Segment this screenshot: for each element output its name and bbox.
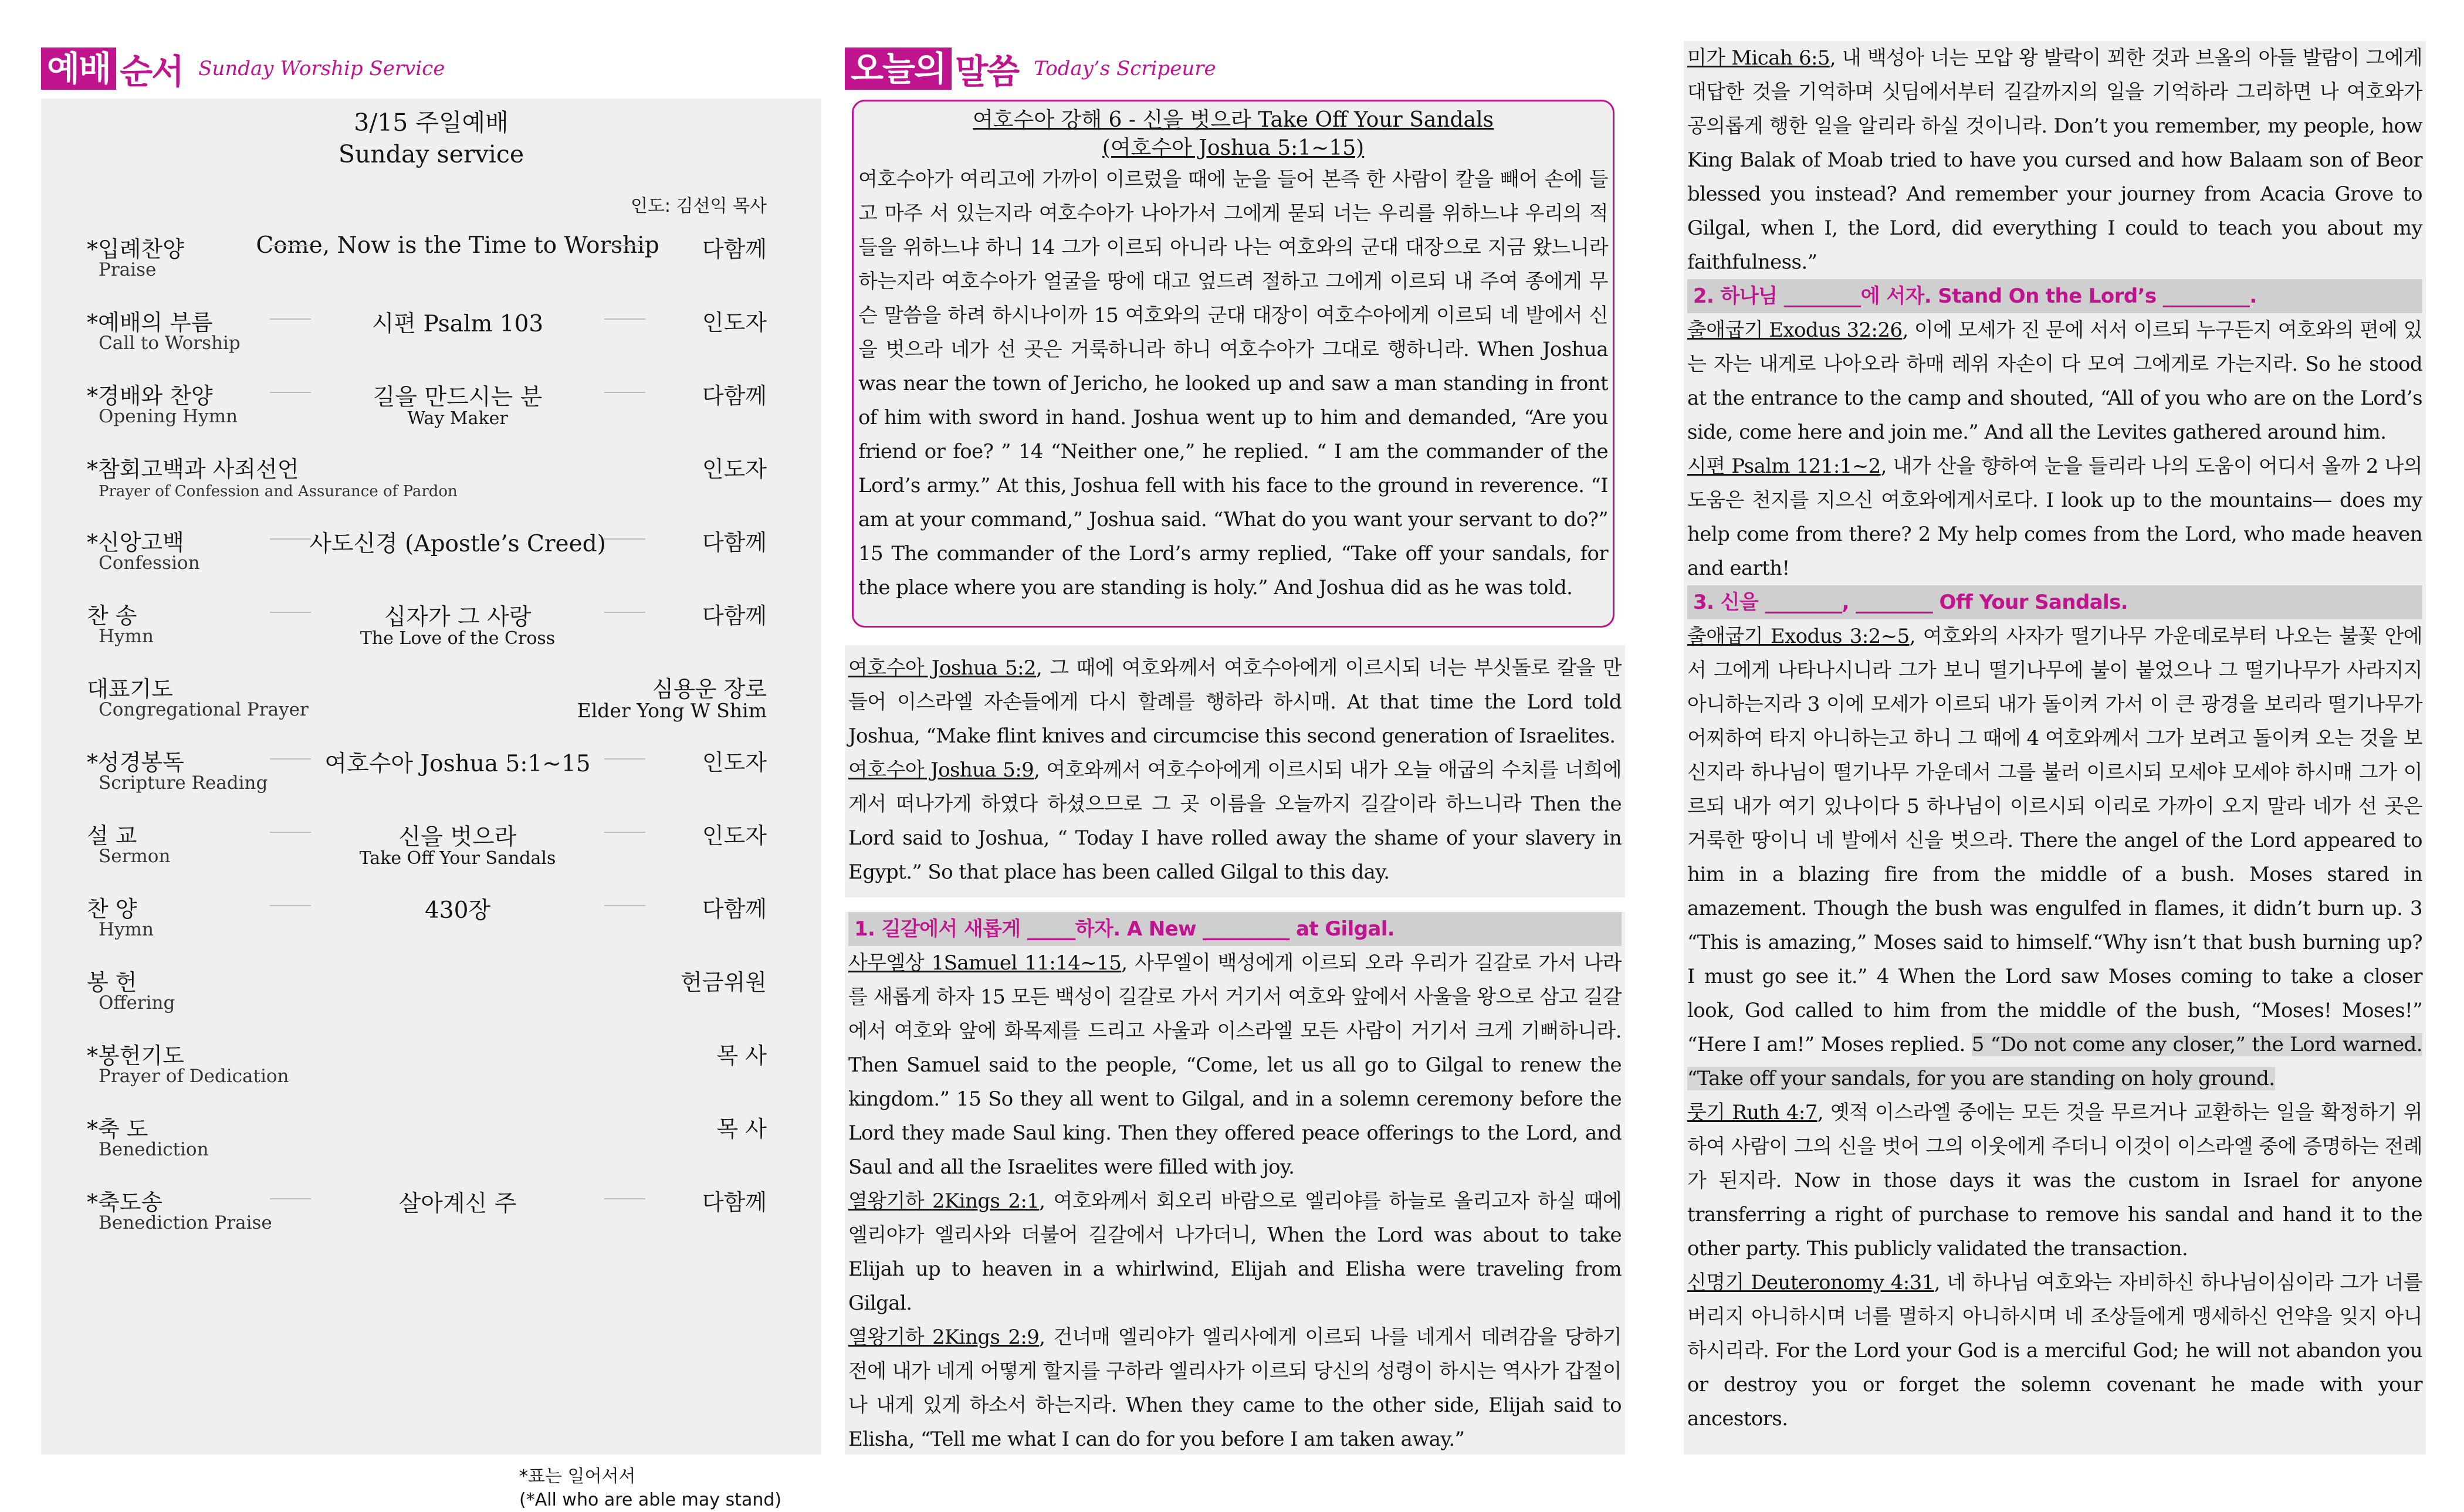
continued-area xyxy=(1684,41,2426,1455)
service-title-en: Sunday service xyxy=(338,140,524,168)
service-row-name-ko: *참회고백과 사죄선언 xyxy=(87,456,299,482)
text-1samuel: , 사무엘이 백성에게 이르되 오라 우리가 길갈로 가서 나라를 새롭게 하자 15 모든 백성이 길갈로 가서 거기서 여호와 앞에서 사울을 왕으로 삼고 길갈에서 여호와 앞에 화목제를 드리고 사울과 이스라엘 모든 사람이 거기서 크게 기뻐하니라. Then Samuel said to the people, “Come, let us all go to Gilgal to renew the kingdom.” 15 So they all went to Gilgal, and in a solemn ceremony before the Lord they made Saul king. Then they offered peace offerings to the Lord, and Saul and all the Israelites were filled with joy. xyxy=(848,951,1622,1179)
service-title-ko: 3/15 주일예배 xyxy=(354,109,509,137)
passage-joshua-5-9 xyxy=(848,753,1622,889)
service-row xyxy=(41,818,821,888)
leader-rule xyxy=(604,612,645,613)
service-row-name-ko: 설 교 xyxy=(87,823,137,849)
passage-area-2 xyxy=(845,912,1625,1455)
sermon-series-title: 여호수아 강해 6 - 신을 벗으라 Take Off Your Sandals xyxy=(973,108,1494,132)
service-row-leader: 심용운 장로 xyxy=(652,676,767,702)
ref-ruth: 룻기 Ruth 4:7 xyxy=(1687,1101,1817,1124)
service-row xyxy=(41,1184,821,1255)
presider: 인도: 김선익 목사 xyxy=(630,196,767,216)
passage-deuteronomy xyxy=(1687,1266,2422,1436)
service-row-name-en: Benediction xyxy=(99,1139,209,1160)
service-row-leader: 다함께 xyxy=(702,236,767,262)
service-row xyxy=(41,1038,821,1108)
standing-note-en: (*All who are able may stand) xyxy=(519,1490,782,1510)
service-row-leader: 인도자 xyxy=(702,750,767,775)
text-exodus-32: , 이에 모세가 진 문에 서서 이르되 누구든지 여호와의 편에 있는 자는 내게로 나아오라 하매 레위 자손이 다 모여 그에게로 가는지라. So he stood at the entrance to the camp and shouted, “All of you who are on the Lord’s side, come here and join me.” And all the Levites gathered around him. xyxy=(1687,318,2422,444)
service-row-name-en: Scripture Reading xyxy=(99,772,268,794)
standing-note xyxy=(519,1465,781,1512)
ref-joshua-5-9: 여호수아 Joshua 5:9 xyxy=(848,758,1034,782)
service-row-leader: 헌금위원 xyxy=(681,969,767,995)
service-row xyxy=(41,671,821,741)
scripture-column xyxy=(845,0,1625,1496)
service-row-name-en: Congregational Prayer xyxy=(99,699,309,720)
main-passage-box xyxy=(852,100,1615,628)
leader-rule xyxy=(270,538,311,540)
leader-rule xyxy=(270,392,311,393)
passage-2kings-2-1 xyxy=(848,1184,1622,1320)
ref-exodus-32: 출애굽기 Exodus 32:26 xyxy=(1687,318,1903,342)
passage-1samuel xyxy=(848,946,1622,1184)
text-psalm-121: , 내가 산을 향하여 눈을 들리라 나의 도움이 어디서 올까 2 나의 도움은 천지를 지으신 여호와에게서로다. I look up to the mountains— does my help come from there? 2 My help comes from the Lord, who made heaven and earth! xyxy=(1687,455,2422,580)
leader-rule xyxy=(270,758,311,760)
passage-exodus-3 xyxy=(1687,619,2422,1096)
service-row-name-ko: *축 도 xyxy=(87,1116,148,1142)
text-exodus-3: , 여호와의 사자가 떨기나무 가운데로부터 나오는 불꽃 안에서 그에게 나타나시니라 그가 보니 떨기나무에 불이 붙었으나 그 떨기나무가 사라지지 아니하는지라 3 이에 모세가 이르되 내가 돌이켜 가서 이 큰 광경을 보리라 떨기나무가 어찌하여 타지 아니하는고 하니 그 때에 4 여호와께서 그가 보려고 돌이켜 오는 것을 보신지라 하나님이 떨기나무 가운데서 그를 불러 이르시되 모세야 모세야 하시매 그가 이르되 내가 여기 있나이다 5 하나님이 이르시되 이리로 가까이 오지 말라 네가 선 곳은 거룩한 땅이니 네 발에서 신을 벗으라. There the angel of the Lord appeared to him in a blazing fire from the middle of a bush. Moses stared in amazement. Though the bush was engulfed in flames, it didn’t burn up. 3 “This is amazing,” Moses said to himself.“Why isn’t that bush burning up? I must go see it.” 4 When the Lord saw Moses coming to take a closer look, God called to him from the middle of the bush, “Moses! Moses!” “Here I am!” Moses replied. xyxy=(1687,625,2422,1056)
leader-rule xyxy=(270,245,311,246)
text-micah: , 내 백성아 너는 모압 왕 발락이 꾀한 것과 브올의 아들 발람이 그에게 대답한 것을 기억하며 싯딤에서부터 길갈까지의 일을 기억하라 그리하면 나 여호와가 공의롭게 행한 일을 알리라 하실 것이니라. Don’t you remember, my people, how King Balak of Moab tried to have you cursed and how Balaam son of Beor blessed you instead? And remember your journey from Acacia Grove to Gilgal, when I, the Lord, did everything I could to teach you about my faithfulness.” xyxy=(1687,46,2422,274)
order-panel xyxy=(41,99,821,1510)
service-row-item: 십자가 그 사랑 xyxy=(384,604,532,630)
service-row-name-ko: *예배의 부름 xyxy=(87,310,213,335)
leader-rule xyxy=(604,758,645,760)
service-row-leader-en: Elder Yong W Shim xyxy=(577,699,767,722)
service-row-item: 여호수아 Joshua 5:1~15 xyxy=(324,751,591,777)
passage-area-1 xyxy=(845,645,1625,897)
ref-micah: 미가 Micah 6:5 xyxy=(1687,46,1830,70)
ref-deuteronomy: 신명기 Deuteronomy 4:31 xyxy=(1687,1271,1934,1294)
service-row-name-ko: *축도송 xyxy=(87,1189,163,1215)
passage-joshua-5-2 xyxy=(848,651,1622,753)
scripture-header xyxy=(845,46,1216,91)
text-joshua-5-9: , 여호와께서 여호수아에게 이르시되 내가 오늘 애굽의 수치를 너희에게서 떠나가게 하였다 하셨으므로 그 곳 이름을 오늘까지 길갈이라 하느니라 Then the Lord said to Joshua, “ Today I have rolled away the shame of your slavery in Egypt.” So that place has been called Gilgal to this day. xyxy=(848,758,1622,884)
service-row-name-ko: *신앙고백 xyxy=(87,530,184,555)
leader-rule xyxy=(604,318,645,320)
ref-joshua-5-2: 여호수아 Joshua 5:2 xyxy=(848,656,1036,680)
scripture-header-script: Today’s Scripeure xyxy=(1034,57,1216,80)
leader-rule xyxy=(604,1198,645,1199)
highlight-exodus-3-5: 5 “Do not come any closer,” the Lord warned. “Take off your sandals, for you are standing on holy ground. xyxy=(1687,1033,2422,1090)
service-row-leader: 다함께 xyxy=(702,530,767,555)
ref-1samuel: 사무엘상 1Samuel 11:14~15 xyxy=(848,951,1122,975)
service-row-name-ko: 봉 헌 xyxy=(87,969,137,995)
passage-exodus-32 xyxy=(1687,313,2422,449)
service-row xyxy=(41,891,821,961)
continued-column xyxy=(1684,0,2426,1496)
leader-rule xyxy=(604,538,645,540)
order-header-chip: 예배 xyxy=(41,48,116,90)
service-row-name-ko: *봉헌기도 xyxy=(87,1043,184,1069)
service-row xyxy=(41,964,821,1035)
sermon-point-2: 2. 하나님 ________에 서자. Stand On the Lord’s _________. xyxy=(1687,279,2422,313)
service-row-name-en: Prayer of Dedication xyxy=(99,1066,289,1087)
service-row-name-en: Benediction Praise xyxy=(99,1212,272,1233)
standing-note-ko: *표는 일어서서 xyxy=(519,1466,636,1487)
service-row-name-ko: *성경봉독 xyxy=(87,750,184,775)
service-row-name-ko: 찬 양 xyxy=(87,896,137,922)
service-row-name-en: Praise xyxy=(99,259,157,280)
service-row-name-en: Offering xyxy=(99,992,175,1013)
service-row-item: 살아계신 주 xyxy=(398,1191,517,1217)
service-row-leader: 인도자 xyxy=(702,310,767,335)
leader-rule xyxy=(270,318,311,320)
text-deuteronomy: , 네 하나님 여호와는 자비하신 하나님이심이라 그가 너를 버리지 아니하시며 너를 멸하지 아니하시며 네 조상들에게 맹세하신 언약을 잊지 아니하시리라. For the Lord your God is a merciful God; he will not abandon you or destroy you or forget the solemn covenant he made with your ancestors. xyxy=(1687,1271,2422,1430)
service-row-leader: 인도자 xyxy=(702,823,767,849)
service-row xyxy=(41,524,821,595)
service-row-subtitle: The Love of the Cross xyxy=(360,628,556,649)
leader-rule xyxy=(270,1198,311,1199)
scripture-header-title: 말씀 xyxy=(955,52,1019,91)
service-row-name-en: Confession xyxy=(99,552,200,574)
text-joshua-5-2: , 그 때에 여호와께서 여호수아에게 이르시되 너는 부싯돌로 칼을 만들어 이스라엘 자손들에게 다시 할례를 행하라 하시매. At that time the Lord told Joshua, “Make flint knives and circumcise this second generation of Israelites. xyxy=(848,656,1622,748)
service-row-leader: 목 사 xyxy=(716,1116,767,1142)
main-passage-text: 여호수아가 여리고에 가까이 이르렀을 때에 눈을 들어 본즉 한 사람이 칼을 빼어 손에 들고 마주 서 있는지라 여호수아가 나아가서 그에게 묻되 너는 우리를 위하느냐 우리의 적들을 위하느냐 하니 14 그가 이르되 아니라 나는 여호와의 군대 대장으로 지금 왔느니라 하는지라 여호수아가 얼굴을 땅에 대고 엎드려 절하고 그에게 이르되 내 주여 종에게 무슨 말씀을 하려 하시나이까 15 여호와의 군대 대장이 여호수아에게 이르되 네 발에서 신을 벗으라 네가 선 곳은 거룩하니라 하니 여호수아가 그대로 행하니라. When Joshua was near the town of Jericho, he looked up and saw a man standing in front of him with sword in hand. Joshua went up to him and demanded, “Are you friend or foe? ” 14 “Neither one,” he replied. “ I am the commander of the Lord’s army.” At this, Joshua fell with his face to the ground in reverence. “I am at your command,” Joshua said. “What do you want your servant to do?” 15 The commander of the Lord’s army replied, “Take off your sandals, for the place where you are standing is holy.” And Joshua did as he was told. xyxy=(858,168,1608,599)
service-row-item: Come, Now is the Time to Worship xyxy=(256,232,659,259)
leader-rule xyxy=(270,612,311,613)
leader-rule xyxy=(604,905,645,906)
leader-rule xyxy=(604,245,645,246)
order-header-script: Sunday Worship Service xyxy=(198,57,445,80)
service-row-name-ko: 대표기도 xyxy=(87,676,173,702)
service-row xyxy=(41,451,821,521)
service-row-leader: 인도자 xyxy=(702,456,767,482)
service-row-leader: 다함께 xyxy=(702,383,767,409)
service-row xyxy=(41,378,821,448)
leader-rule xyxy=(270,905,311,906)
sermon-point-3: 3. 신을 ________, ________ Off Your Sandals. xyxy=(1687,585,2422,619)
text-2kings-2-9: , 건너매 엘리야가 엘리사에게 이르되 나를 네게서 데려감을 당하기 전에 내가 네게 어떻게 할지를 구하라 엘리사가 이르되 당신의 성령이 하시는 역사가 갑절이나 내게 있게 하소서 하는지라. When they came to the other side, Elijah said to Elisha, “Tell me what I can do for you before I am taken away.” xyxy=(848,1325,1622,1451)
service-row-name-en: Sermon xyxy=(99,846,171,867)
service-row xyxy=(41,598,821,668)
service-row-name-ko: 찬 송 xyxy=(87,603,137,629)
service-row xyxy=(41,744,821,815)
sermon-passage-ref: (여호수아 Joshua 5:1~15) xyxy=(1102,136,1365,160)
service-row-name-en: Call to Worship xyxy=(99,333,241,354)
passage-ruth xyxy=(1687,1096,2422,1266)
order-header-title: 순서 xyxy=(120,52,184,91)
service-row-item: 사도신경 (Apostle’s Creed) xyxy=(309,531,606,557)
service-row-leader: 목 사 xyxy=(716,1043,767,1069)
service-row-name-ko: *입례찬양 xyxy=(87,236,184,262)
service-row-item: 시편 Psalm 103 xyxy=(371,311,544,337)
service-row-leader: 다함께 xyxy=(702,896,767,922)
ref-psalm-121: 시편 Psalm 121:1~2 xyxy=(1687,455,1881,478)
text-ruth: , 옛적 이스라엘 중에는 모든 것을 무르거나 교환하는 일을 확정하기 위하여 사람이 그의 신을 벗어 그의 이웃에게 주더니 이것이 이스라엘 중에 증명하는 전례가 된지라. Now in those days it was the custom in Israel for anyone transferring a right of purchase to remove his sandal and hand it to the other party. This publicly validated the transaction. xyxy=(1687,1101,2422,1260)
service-row-name-en: Prayer of Confession and Assurance of Pardon xyxy=(99,483,458,500)
service-row-item: 길을 만드시는 분 xyxy=(373,384,543,411)
service-row-name-en: Opening Hymn xyxy=(99,406,238,427)
leader-rule xyxy=(270,832,311,833)
ref-2kings-2-9: 열왕기하 2Kings 2:9 xyxy=(848,1325,1040,1349)
service-row-leader: 다함께 xyxy=(702,1189,767,1215)
service-row-subtitle: Take Off Your Sandals xyxy=(359,848,556,869)
scripture-header-chip: 오늘의 xyxy=(845,48,952,90)
service-row xyxy=(41,1111,821,1181)
service-row-name-ko: *경배와 찬양 xyxy=(87,383,213,409)
leader-rule xyxy=(604,832,645,833)
service-row-name-en: Hymn xyxy=(99,919,154,940)
service-row-item: 신을 벗으라 xyxy=(398,824,517,850)
text-2kings-2-1: , 여호와께서 회오리 바람으로 엘리야를 하늘로 올리고자 하실 때에 엘리야가 엘리사와 더불어 길갈에서 나가더니, When the Lord was about to take Elijah up to heaven in a whirlwind, Elijah and Elisha were traveling from Gilgal. xyxy=(848,1189,1622,1315)
order-of-service-column xyxy=(41,0,821,1510)
service-row xyxy=(41,304,821,375)
service-row-name-en: Hymn xyxy=(99,626,154,647)
service-row-subtitle: Way Maker xyxy=(407,408,508,429)
ref-exodus-3: 출애굽기 Exodus 3:2~5 xyxy=(1687,625,1910,648)
passage-psalm-121 xyxy=(1687,449,2422,585)
sermon-point-1: 1. 길갈에서 새롭게 _____하자. A New _________ at Gilgal. xyxy=(848,912,1622,946)
service-row xyxy=(41,231,821,301)
service-row-item: 430장 xyxy=(424,897,491,924)
order-header xyxy=(41,46,445,91)
passage-micah xyxy=(1687,41,2422,279)
service-row-leader: 다함께 xyxy=(702,603,767,629)
ref-2kings-2-1: 열왕기하 2Kings 2:1 xyxy=(848,1189,1040,1213)
passage-2kings-2-9 xyxy=(848,1320,1622,1456)
leader-rule xyxy=(604,392,645,393)
